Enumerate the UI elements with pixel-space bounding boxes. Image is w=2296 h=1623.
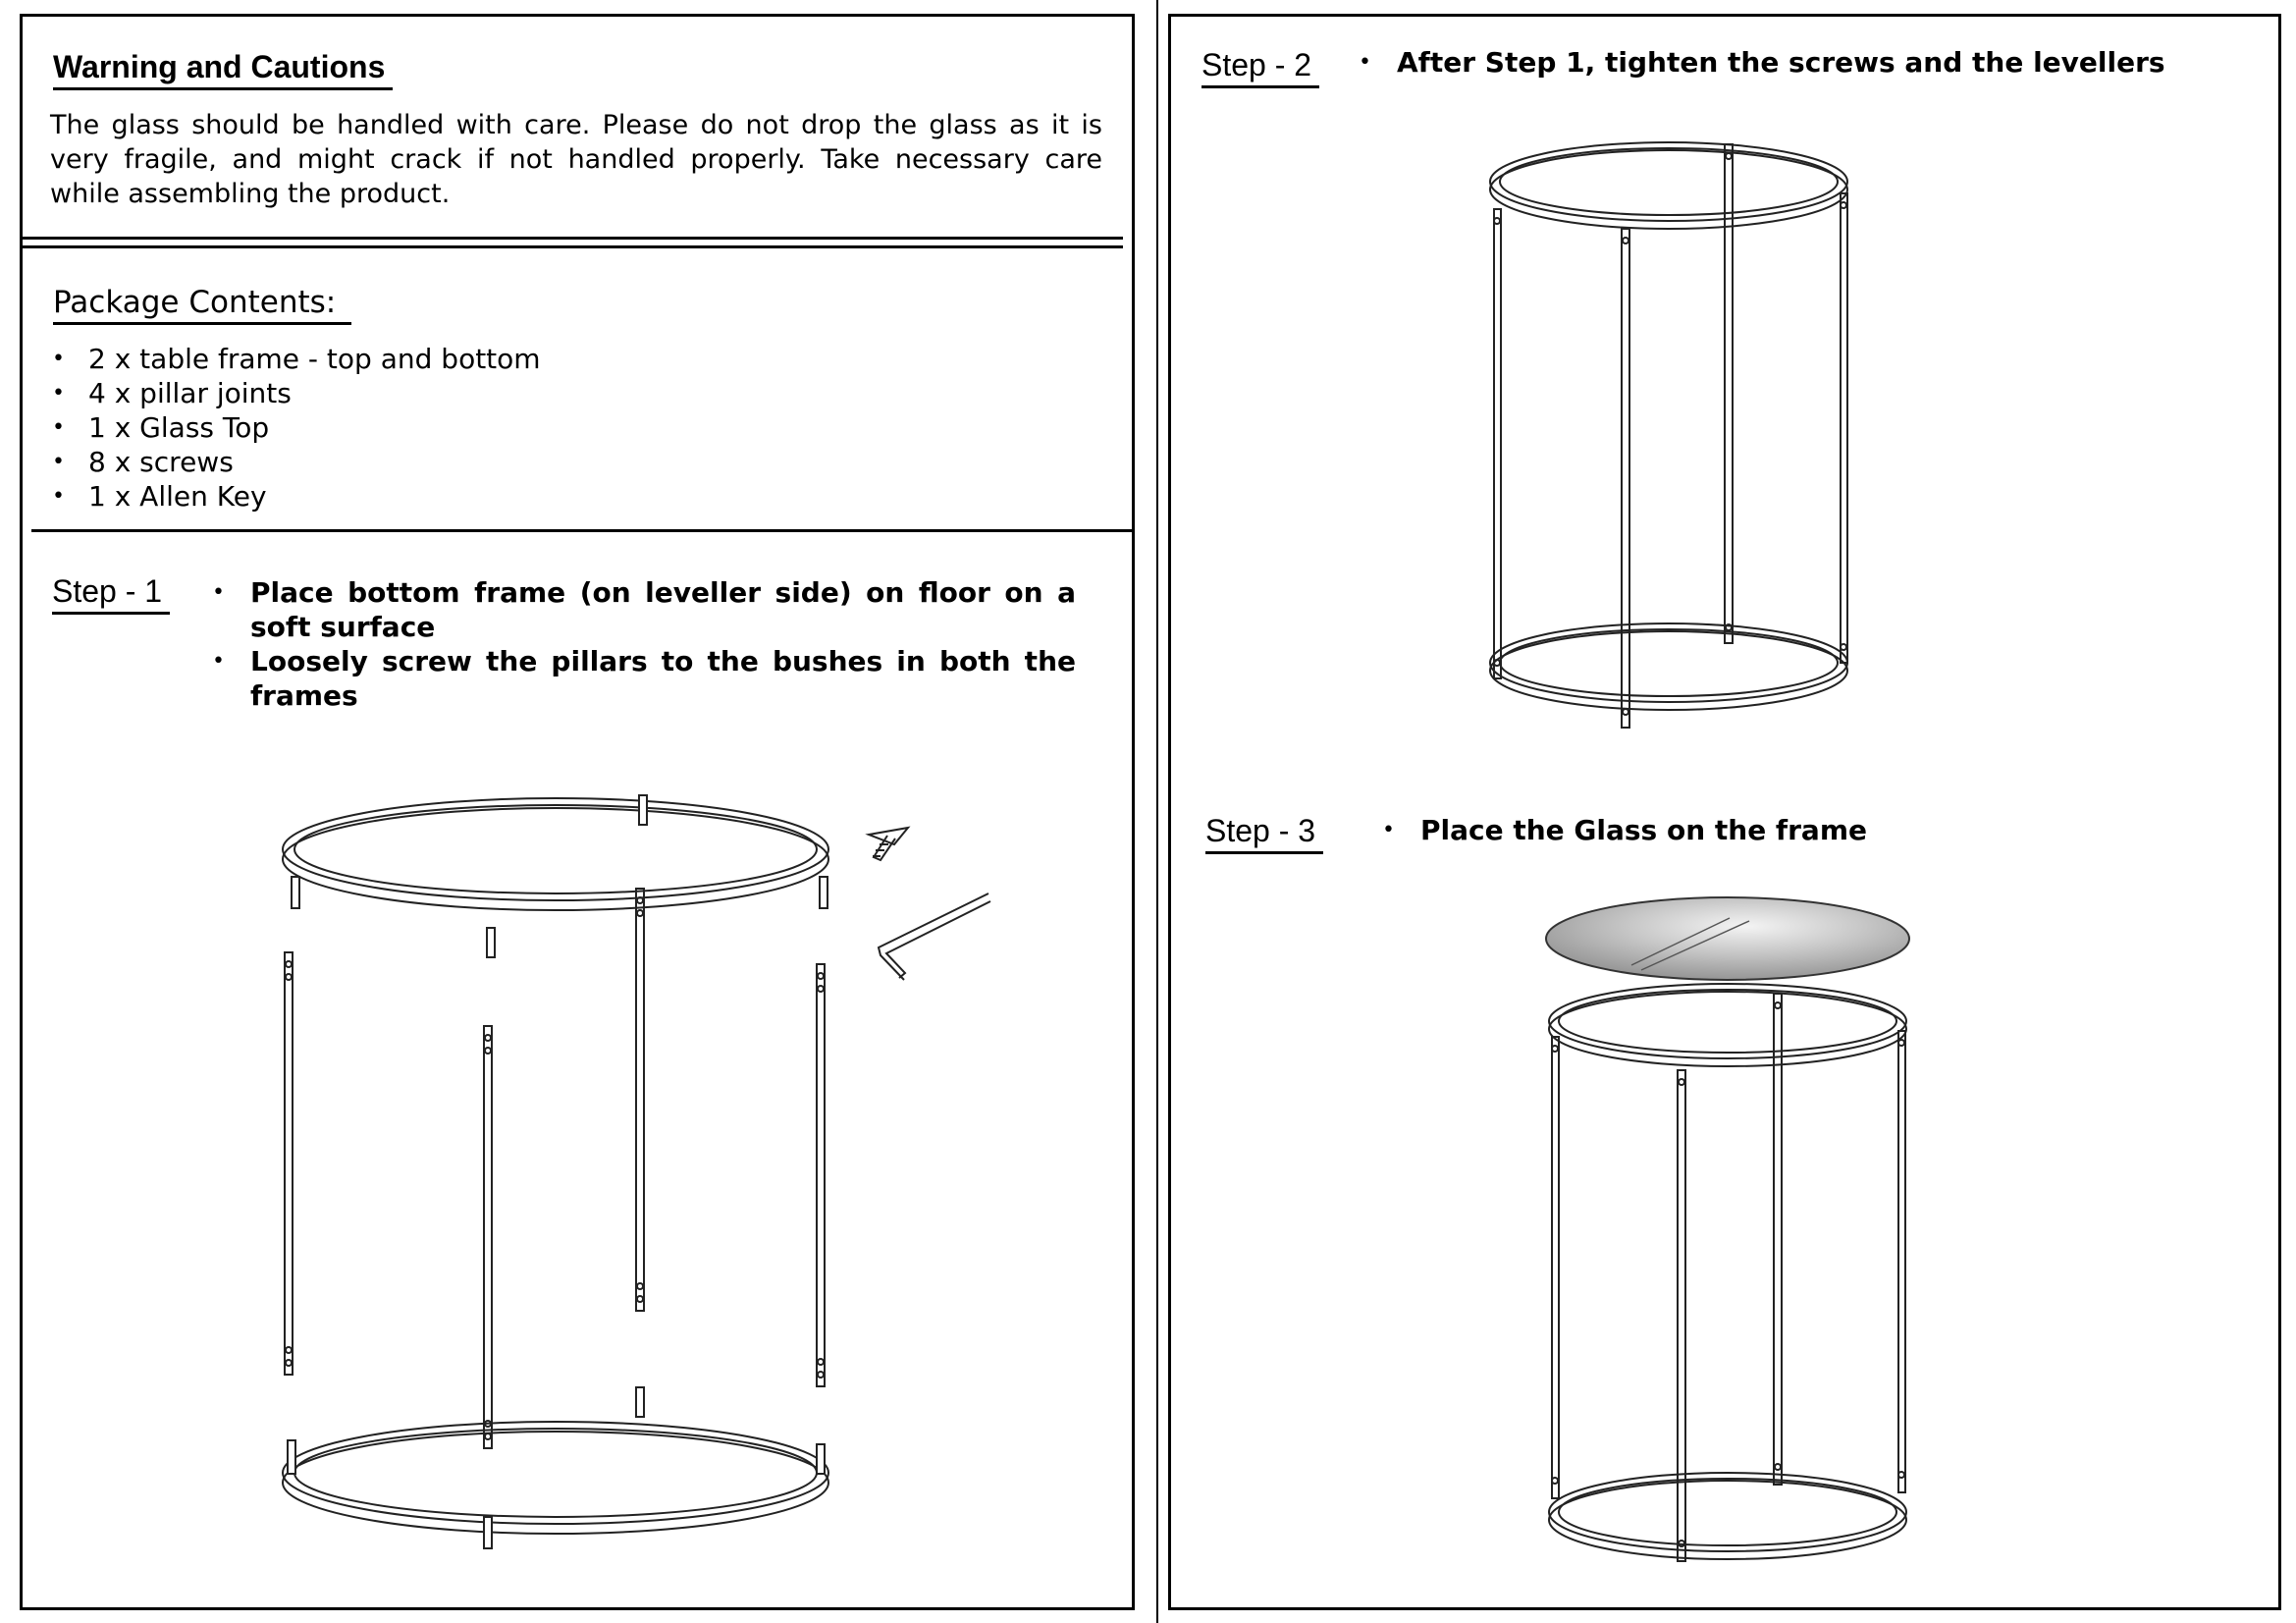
package-title [53,285,351,325]
pillar [1678,1070,1685,1561]
package-item: • 4 x pillar joints [50,376,541,410]
package-item: • 8 x screws [50,445,541,479]
step-1-instructions [212,575,1076,713]
bottom-frame-ring [1490,623,1847,710]
package-title-text: Package Contents: [53,285,351,325]
warning-text: The glass should be handled with care. Please do not drop the glass as it is very fragile, and might crack if not handled properly. Take necessary care while assembling the product. [50,110,1102,209]
warning-title-text: Warning and Cautions [53,49,393,90]
bottom-frame-ring [283,1422,828,1534]
step-3-label [1205,813,1323,854]
pillar [817,964,825,1386]
bottom-frame-ring [1549,1473,1906,1559]
pillar [484,1026,492,1448]
package-list [50,342,541,514]
step-1-instruction: • Place bottom frame (on leveller side) on floor on a soft surface [212,575,1076,644]
step-2-label [1201,47,1319,88]
screw-icon [869,828,908,860]
top-frame-ring [1490,142,1847,229]
package-item: • 1 x Glass Top [50,410,541,445]
allen-key-icon [879,893,990,980]
step-1-instruction: • Loosely screw the pillars to the bushes in both the frames [212,644,1076,713]
glass-top [1546,897,1909,980]
step-1-label-text: Step - 1 [52,573,170,615]
package-item: • 2 x table frame - top and bottom [50,342,541,376]
warning-divider-upper [20,237,1123,240]
warning-title [53,49,393,90]
pillar [1898,1031,1905,1492]
pillar [1552,1037,1559,1498]
pillar [636,889,644,1311]
step-3-instruction: • Place the Glass on the frame [1382,813,2246,847]
package-item: • 1 x Allen Key [50,479,541,514]
pillar [285,952,293,1375]
pillar [1622,229,1629,728]
top-frame-ring [283,798,828,910]
page-divider [1156,0,1158,1623]
step-3-instructions [1382,813,2246,847]
pillar [1841,193,1847,663]
top-frame-ring [1549,984,1906,1066]
step-1-illustration [265,771,1011,1586]
warning-divider-lower [20,245,1123,248]
pillar [1494,209,1501,678]
step-2-label-text: Step - 2 [1201,47,1319,88]
pillar [1774,994,1782,1485]
step-1-label [52,573,170,615]
step-3-label-text: Step - 3 [1205,813,1323,854]
contents-divider [31,529,1135,532]
step-2-instructions [1359,45,2242,80]
step-3-illustration [1543,892,1916,1584]
step-2-illustration [1487,133,1875,746]
step-2-instruction: • After Step 1, tighten the screws and the levellers [1359,45,2242,80]
